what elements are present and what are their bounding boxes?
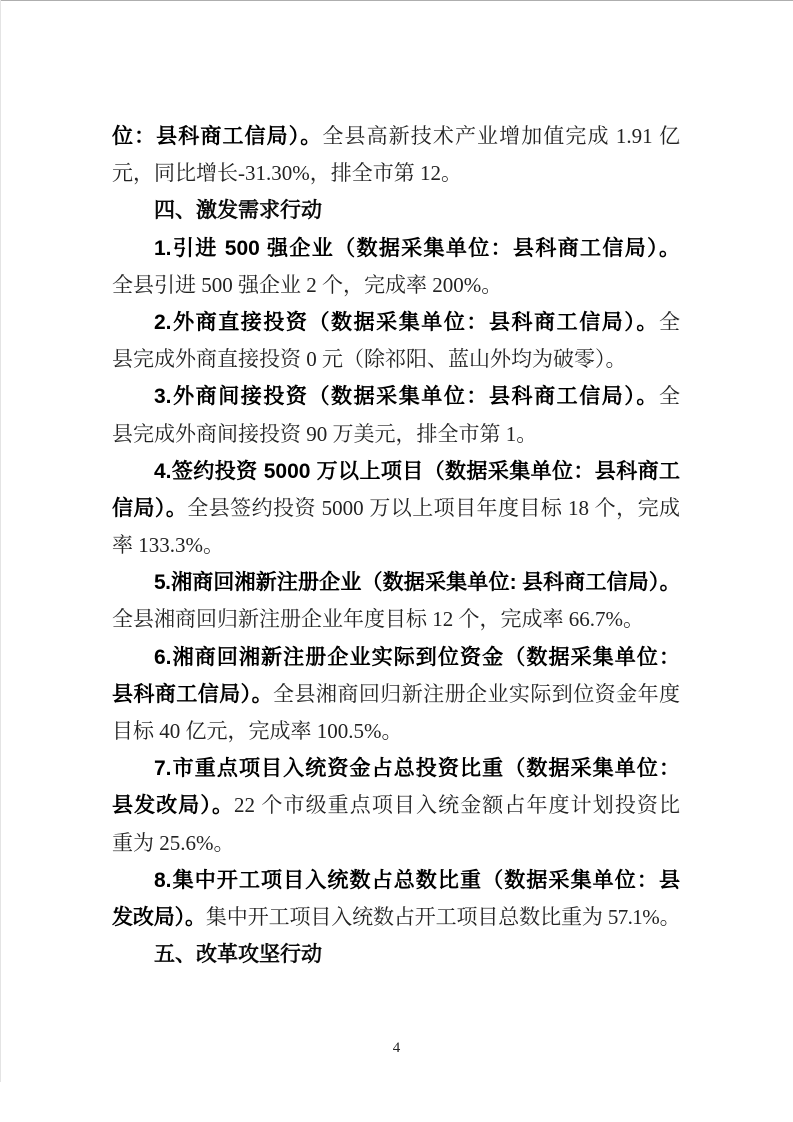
bold-lead-text: 1.引进 500 强企业（数据采集单位：县科商工信局）。	[154, 236, 680, 260]
bold-lead-text: 县发改局）。	[112, 794, 235, 818]
body-text: 县完成外商直接投资 0 元（除祁阳、蓝山外均为破零）。	[112, 347, 627, 372]
text-line	[112, 899, 680, 936]
body-text: 率 133.3%。	[112, 533, 224, 558]
page-number: 4	[392, 1040, 401, 1056]
body-text: 目标 40 亿元，完成率 100.5%。	[112, 719, 403, 743]
bold-lead-text: 位：县科商工信局）。	[112, 125, 323, 148]
body-text: 全县湘商回归新注册企业年度目标 12 个，完成率 66.7%。	[112, 607, 644, 632]
bold-lead-text: 6.湘商回湘新注册企业实际到位资金（数据采集单位：	[154, 645, 680, 669]
text-line	[112, 639, 680, 676]
body-text: 全	[659, 384, 680, 409]
document-body	[112, 118, 680, 973]
text-line	[112, 601, 680, 638]
text-line	[112, 118, 680, 155]
text-line	[112, 230, 680, 267]
bold-lead-text: 发改局）。	[112, 905, 206, 929]
body-text: 全县湘商回归新注册企业实际到位资金年度	[273, 681, 680, 706]
text-line	[112, 155, 680, 192]
bold-lead-text: 2.外商直接投资（数据采集单位：县科商工信局）。	[154, 310, 659, 334]
bold-lead-text: 4.签约投资 5000 万以上项目（数据采集单位：县科商工	[154, 459, 680, 483]
text-line	[112, 416, 680, 453]
text-line	[112, 825, 680, 862]
text-line	[112, 676, 680, 713]
bold-lead-text: 3.外商间接投资（数据采集单位：县科商工信局）。	[154, 385, 659, 409]
text-line	[112, 527, 680, 564]
section-heading: 五、改革攻坚行动	[154, 943, 322, 967]
body-text: 22 个市级重点项目入统金额占年度计划投资比	[234, 793, 680, 818]
body-text: 全县引进 500 强企业 2 个，完成率 200%。	[112, 272, 503, 297]
text-line	[112, 713, 680, 750]
text-line	[112, 378, 680, 415]
body-text: 全县高新技术产业增加值完成 1.91 亿	[322, 124, 680, 148]
text-line	[112, 862, 680, 899]
bold-lead-text: 县科商工信局）。	[112, 682, 274, 706]
bold-lead-text: 信局）。	[112, 496, 188, 520]
bold-lead-text: 8.集中开工项目入统数占总数比重（数据采集单位：县	[154, 868, 680, 892]
body-text: 集中开工项目入统数占开工项目总数比重为 57.1%。	[205, 904, 680, 929]
bold-lead-text: 7.市重点项目入统资金占总投资比重（数据采集单位：	[154, 757, 680, 781]
text-line	[112, 192, 680, 229]
text-line	[112, 750, 680, 787]
text-line	[112, 304, 680, 341]
body-text: 重为 25.6%。	[112, 830, 235, 855]
text-line	[112, 936, 680, 973]
bold-lead-text: 5.湘商回湘新注册企业（数据采集单位: 县科商工信局）。	[154, 571, 680, 595]
text-line	[112, 787, 680, 824]
section-heading: 四、激发需求行动	[154, 199, 322, 223]
text-line	[112, 267, 680, 304]
text-line	[112, 341, 680, 378]
body-text: 元，同比增长-31.30%，排全市第 12。	[112, 161, 462, 186]
body-text: 县完成外商间接投资 90 万美元，排全市第 1。	[112, 421, 538, 446]
text-line	[112, 453, 680, 490]
body-text: 全县签约投资 5000 万以上项目年度目标 18 个，完成	[187, 495, 680, 520]
body-text: 全	[659, 309, 680, 334]
text-line	[112, 490, 680, 527]
text-line	[112, 564, 680, 601]
